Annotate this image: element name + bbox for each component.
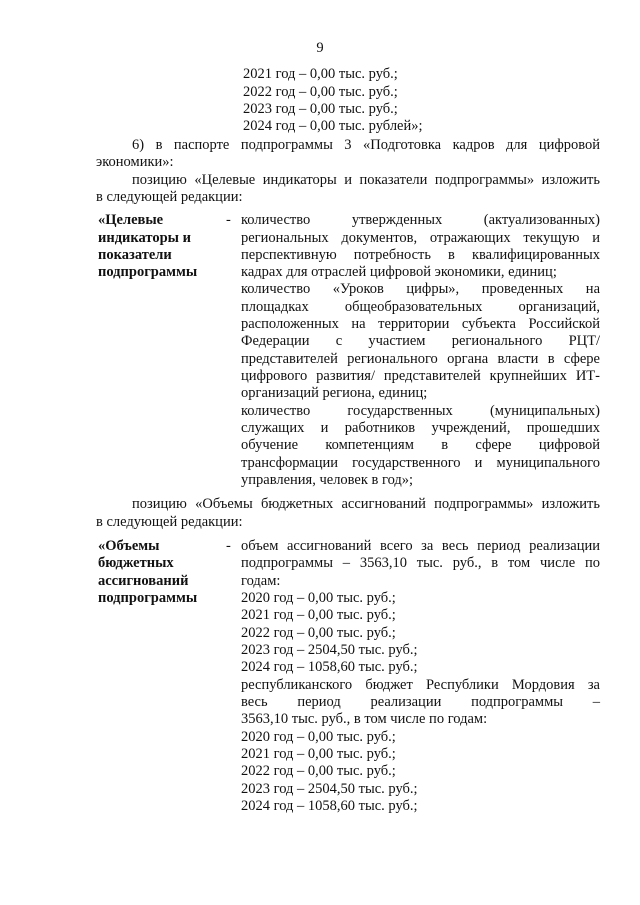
- section2-line: республиканского бюджет Республики Мордовия за: [241, 677, 600, 693]
- section2-line: 2023 год – 2504,50 тыс. руб.;: [241, 781, 418, 797]
- section2-label: «Объемы: [98, 538, 160, 554]
- intro2-line: позицию «Объемы бюджетных ассигнований подпрограммы» изложить: [132, 496, 600, 512]
- section1-line: перспективную потребность в квалифицированных: [241, 247, 600, 263]
- section1-line: количество государственных (муниципальных): [241, 403, 600, 419]
- intro1-line: в следующей редакции:: [96, 189, 243, 205]
- section2-line: 2022 год – 0,00 тыс. руб.;: [241, 763, 396, 779]
- top-year-line: 2023 год – 0,00 тыс. руб.;: [243, 101, 398, 117]
- section2-label: подпрограммы: [98, 590, 198, 606]
- intro2-line: в следующей редакции:: [96, 514, 243, 530]
- section1-line: управления, человек в год»;: [241, 472, 414, 488]
- section1-line: региональных документов, отражающих текущую и: [241, 230, 600, 246]
- top-year-line: 2022 год – 0,00 тыс. руб.;: [243, 84, 398, 100]
- section1-line: количество «Уроков цифры», проведенных на: [241, 281, 600, 297]
- section1-line: площадках общеобразовательных организаций,: [241, 299, 600, 315]
- section1-dash: -: [226, 212, 231, 228]
- intro1-line: позицию «Целевые индикаторы и показатели подпрограммы» изложить: [132, 172, 600, 188]
- section2-line: 2020 год – 0,00 тыс. руб.;: [241, 590, 396, 606]
- section2-label: ассигнований: [98, 573, 189, 589]
- section2-line: 2023 год – 2504,50 тыс. руб.;: [241, 642, 418, 658]
- section1-line: представителей регионального органа власти в сфере: [241, 351, 600, 367]
- section1-line: кадрах для отраслей цифровой экономики, единиц;: [241, 264, 557, 280]
- section2-line: 2020 год – 0,00 тыс. руб.;: [241, 729, 396, 745]
- section2-line: объем ассигнований всего за весь период реализации: [241, 538, 600, 554]
- section2-line: 3563,10 тыс. руб., в том числе по годам:: [241, 711, 488, 727]
- section1-line: количество утвержденных (актуализованных): [241, 212, 600, 228]
- section1-line: трансформации государственного и муниципального: [241, 455, 600, 471]
- section1-line: служащих и работников учреждений, прошедших: [241, 420, 600, 436]
- section1-label: индикаторы и: [98, 230, 191, 246]
- item6-line: экономики»:: [96, 154, 174, 170]
- top-year-line: 2021 год – 0,00 тыс. руб.;: [243, 66, 398, 82]
- section1-line: обучение компетенциям в сфере цифровой: [241, 437, 600, 453]
- section2-line: 2024 год – 1058,60 тыс. руб.;: [241, 659, 418, 675]
- section2-line: 2022 год – 0,00 тыс. руб.;: [241, 625, 396, 641]
- section1-label: «Целевые: [98, 212, 164, 228]
- section1-line: Федерации с участием регионального РЦТ/: [241, 333, 600, 349]
- section1-label: подпрограммы: [98, 264, 198, 280]
- section1-label: показатели: [98, 247, 172, 263]
- item6-line: 6) в паспорте подпрограммы 3 «Подготовка кадров для цифровой: [132, 137, 600, 153]
- section2-line: 2024 год – 1058,60 тыс. руб.;: [241, 798, 418, 814]
- section2-line: весь период реализации подпрограммы –: [241, 694, 600, 710]
- section2-line: 2021 год – 0,00 тыс. руб.;: [241, 607, 396, 623]
- section1-line: расположенных на территории субъекта Российской: [241, 316, 600, 332]
- section1-line: цифрового развития/ представителей крупнейших ИТ-: [241, 368, 600, 384]
- section1-line: организаций региона, единиц;: [241, 385, 428, 401]
- section2-label: бюджетных: [98, 555, 174, 571]
- section2-line: годам:: [241, 573, 281, 589]
- section2-line: 2021 год – 0,00 тыс. руб.;: [241, 746, 396, 762]
- page-number: 9: [316, 40, 324, 56]
- section2-dash: -: [226, 538, 231, 554]
- section2-line: подпрограммы – 3563,10 тыс. руб., в том числе по: [241, 555, 600, 571]
- top-year-line: 2024 год – 0,00 тыс. рублей»;: [243, 118, 423, 134]
